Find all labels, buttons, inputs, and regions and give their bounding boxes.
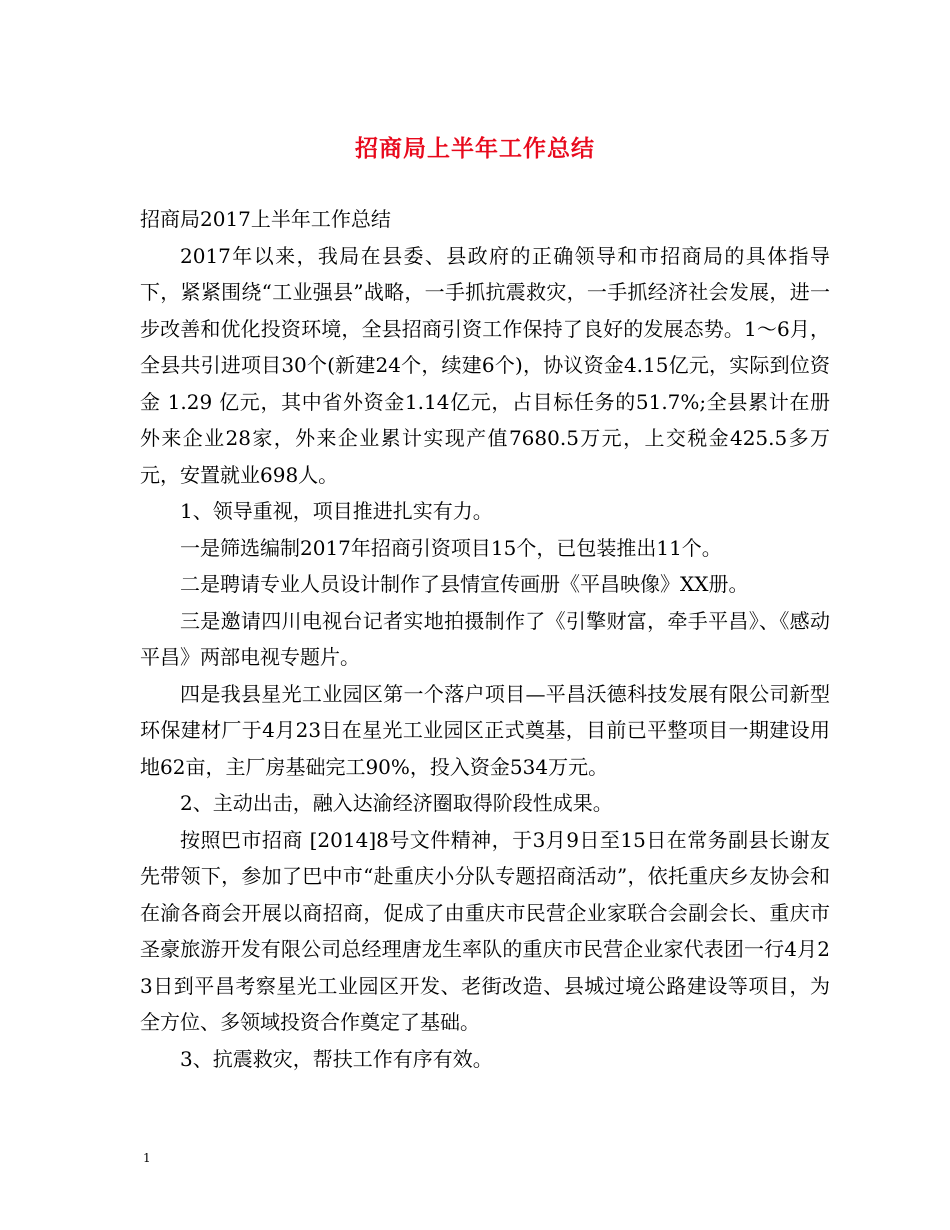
document-title: 招商局上半年工作总结: [355, 135, 595, 162]
subtitle-paragraph: 招商局2017上半年工作总结: [140, 207, 391, 231]
section-heading-2: 2、主动出击，融入达渝经济圈取得阶段性成果。: [180, 791, 613, 815]
list-item: 一是筛选编制2017年招商引资项目15个，已包装推出11个。: [180, 535, 722, 560]
section-heading-1: 1、领导重视，项目推进扎实有力。: [180, 499, 493, 523]
section-heading-3: 3、抗震救灾，帮扶工作有序有效。: [180, 1046, 493, 1071]
list-item: 四是我县星光工业园区第一个落户项目—平昌沃德科技发展有限公司新型环保建材厂于4月23日在星光工业园区正式奠基，目前已平整项目一期建设用地62亩，主厂房基础完工90%，投入资金534万元。: [140, 681, 830, 779]
intro-paragraph: 2017年以来，我局在县委、县政府的正确领导和市招商局的具体指导下，紧紧围绕“工业强县”战略，一手抓抗震救灾，一手抓经济社会发展，进一步改善和优化投资环境，全县招商引资工作保持了良好的发展态势。1～6月，全县共引进项目30个(新建24个，续建6个)，协议资金4.15亿元，实际到位资金 1.29 亿元，其中省外资金1.14亿元，占目标任务的51.7%;全县累计在册外来企业28家，外来企业累计实现产值7680.5万元，上交税金425.5多万元，安置就业698人。: [140, 243, 830, 487]
body-paragraph: 按照巴市招商 [2014]8号文件精神，于3月9日至15日在常务副县长谢友先带领下，参加了巴中市“赴重庆小分队专题招商活动”，依托重庆乡友协会和在渝各商会开展以商招商，促成了由重庆市民营企业家联合会副会长、重庆市圣豪旅游开发有限公司总经理唐龙生率队的重庆市民营企业家代表团一行4月23日到平昌考察星光工业园区开发、老街改造、县城过境公路建设等项目，为全方位、多领域投资合作奠定了基础。: [140, 827, 830, 1034]
list-item: 三是邀请四川电视台记者实地拍摄制作了《引擎财富，牵手平昌》、《感动平昌》两部电视专题片。: [140, 608, 830, 669]
list-item: 二是聘请专业人员设计制作了县情宣传画册《平昌映像》XX册。: [180, 572, 749, 596]
page-number: 1: [143, 1151, 151, 1165]
document-body: [140, 201, 830, 1077]
